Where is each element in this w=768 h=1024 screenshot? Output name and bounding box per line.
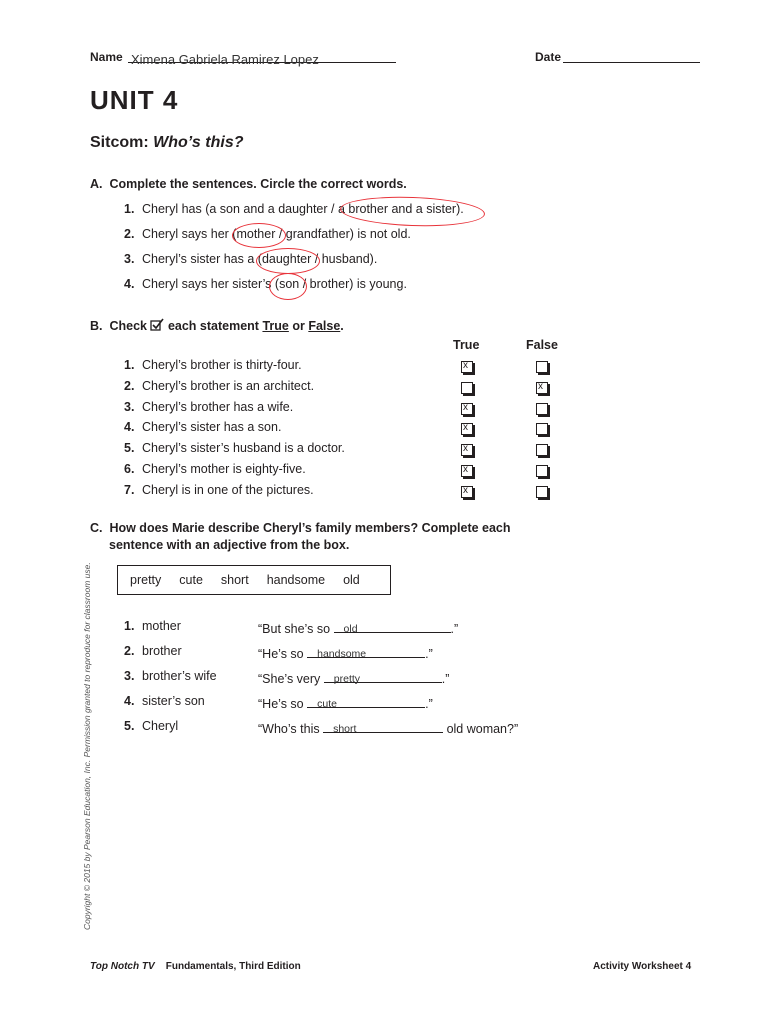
- family-member: [124, 669, 217, 683]
- check-mark: x: [463, 360, 468, 371]
- item-number: 3.: [124, 252, 135, 266]
- date-label: Date: [535, 50, 562, 64]
- quote-sentence: [258, 694, 433, 711]
- item-text: Cheryl’s sister’s husband is a doctor.: [142, 441, 345, 455]
- checkbox-false[interactable]: [536, 423, 548, 435]
- checkbox-true[interactable]: [461, 403, 473, 415]
- family-member: [124, 644, 182, 658]
- answer-blank[interactable]: [334, 619, 451, 633]
- item-text: Cheryl’s brother is thirty-four.: [142, 358, 302, 372]
- word-box-item: handsome: [266, 573, 326, 587]
- item-text: Cheryl has (a son and a daughter / a brother and a sister).: [142, 202, 464, 216]
- item-number: 4.: [124, 420, 135, 434]
- name-label: Name: [90, 50, 123, 64]
- footer-left: [90, 961, 301, 972]
- checkbox-true[interactable]: [461, 382, 473, 394]
- section-c-letter: C.: [90, 521, 103, 535]
- checkbox-true[interactable]: [461, 486, 473, 498]
- word-box-item: old: [343, 573, 360, 587]
- section-c-heading: [90, 521, 511, 535]
- item-number: 2.: [124, 644, 135, 658]
- answer-circle: [269, 273, 307, 300]
- check-mark: x: [463, 485, 468, 496]
- answer-text: cute: [317, 698, 337, 710]
- item-number: 4.: [124, 694, 135, 708]
- sitcom-title: Who’s this?: [153, 134, 244, 151]
- item-text: Cheryl is in one of the pictures.: [142, 483, 314, 497]
- word-box-item: pretty: [130, 573, 162, 587]
- quote-sentence: [258, 669, 449, 686]
- section-a-heading: [90, 177, 407, 191]
- item-number: 3.: [124, 400, 135, 414]
- item-number: 5.: [124, 441, 135, 455]
- footer-edition: Fundamentals, Third Edition: [165, 961, 301, 972]
- member-name: Cheryl: [142, 719, 179, 733]
- check-mark: x: [463, 464, 468, 475]
- section-b-text: each statement: [167, 319, 259, 333]
- section-b-heading: B. Check each statement True or False.: [90, 319, 344, 333]
- quote-end: .”: [441, 672, 450, 686]
- answer-circle: [340, 194, 486, 228]
- checkbox-check-icon: [150, 318, 164, 332]
- quote-end: .”: [425, 647, 433, 661]
- checkbox-false[interactable]: [536, 465, 548, 477]
- list-item: [124, 277, 407, 291]
- true-false-statement: [124, 441, 345, 455]
- list-item: [124, 252, 377, 266]
- answer-text: old: [343, 623, 358, 635]
- checkbox-false[interactable]: [536, 361, 548, 373]
- sitcom-heading: [90, 134, 244, 152]
- section-b-letter: B.: [90, 319, 103, 333]
- checkbox-false[interactable]: [536, 382, 548, 394]
- checkbox-false[interactable]: [536, 403, 548, 415]
- item-text: Cheryl’s sister has a son.: [142, 420, 282, 434]
- true-false-statement: [124, 400, 293, 414]
- checkbox-false[interactable]: [536, 486, 548, 498]
- answer-blank[interactable]: [324, 669, 442, 683]
- quote-sentence: [258, 719, 518, 736]
- answer-blank[interactable]: [323, 719, 443, 733]
- quote-start: “She’s very: [258, 672, 321, 686]
- member-name: brother: [142, 644, 182, 658]
- item-number: 1.: [124, 619, 135, 633]
- answer-circle: [256, 248, 320, 274]
- member-name: sister’s son: [142, 694, 205, 708]
- check-mark: x: [538, 381, 543, 392]
- family-member: [124, 619, 181, 633]
- copyright-notice: Copyright © 2015 by Pearson Education, Inc. Permission granted to reproduce for classroom use.: [82, 562, 92, 930]
- item-number: 3.: [124, 669, 135, 683]
- answer-text: handsome: [317, 648, 367, 660]
- check-mark: x: [463, 443, 468, 454]
- item-text: Cheryl says her sister’s (son / brother) is young.: [142, 277, 407, 291]
- item-number: 1.: [124, 202, 135, 216]
- section-c-text-line2: sentence with an adjective from the box.: [109, 538, 350, 552]
- true-false-statement: [124, 420, 281, 434]
- answer-blank[interactable]: [307, 694, 425, 708]
- quote-sentence: [258, 644, 433, 661]
- footer-series: Top Notch TV: [90, 961, 155, 972]
- answer-text: pretty: [333, 673, 361, 685]
- item-text: Cheryl’s brother has a wife.: [142, 400, 294, 414]
- checkbox-true[interactable]: [461, 444, 473, 456]
- section-a-text: Complete the sentences. Circle the correct words.: [109, 177, 407, 191]
- answer-blank[interactable]: [307, 644, 425, 658]
- name-value: Ximena Gabriela Ramirez Lopez: [131, 52, 319, 67]
- section-c-text-line1: How does Marie describe Cheryl’s family members? Complete each: [109, 521, 511, 535]
- word-box-item: short: [220, 573, 249, 587]
- quote-end: .”: [425, 697, 433, 711]
- answer-circle: [232, 223, 286, 248]
- member-name: mother: [142, 619, 181, 633]
- checkbox-false[interactable]: [536, 444, 548, 456]
- unit-title: UNIT 4: [90, 85, 179, 115]
- quote-sentence: [258, 619, 458, 636]
- item-text: Cheryl’s mother is eighty-five.: [142, 462, 306, 476]
- check-mark: x: [463, 402, 468, 413]
- item-number: 6.: [124, 462, 135, 476]
- section-b-or-word: or: [292, 319, 305, 333]
- section-b-false-word: False: [308, 319, 341, 333]
- item-number: 1.: [124, 358, 135, 372]
- item-text: Cheryl’s sister has a (daughter / husband).: [142, 252, 378, 266]
- true-false-statement: [124, 358, 302, 372]
- member-name: brother’s wife: [142, 669, 217, 683]
- check-mark: x: [463, 422, 468, 433]
- item-number: 2.: [124, 379, 135, 393]
- date-field[interactable]: [563, 48, 700, 63]
- sitcom-label: Sitcom:: [90, 134, 149, 151]
- quote-end: .”: [450, 622, 459, 636]
- item-number: 7.: [124, 483, 135, 497]
- item-number: 2.: [124, 227, 135, 241]
- section-b-check-word: Check: [109, 319, 147, 333]
- family-member: [124, 694, 205, 708]
- column-false-header: False: [526, 338, 558, 352]
- quote-start: “He’s so: [258, 697, 304, 711]
- quote-end: old woman?”: [446, 722, 519, 736]
- quote-start: “Who’s this: [258, 722, 320, 736]
- true-false-statement: [124, 483, 314, 497]
- word-box: [117, 565, 391, 595]
- word-box-item: cute: [179, 573, 203, 587]
- checkbox-true[interactable]: [461, 465, 473, 477]
- quote-start: “He’s so: [258, 647, 304, 661]
- section-b-true-word: True: [262, 319, 289, 333]
- quote-start: “But she’s so: [258, 622, 331, 636]
- true-false-statement: [124, 379, 314, 393]
- item-text: Cheryl says her (mother / grandfather) is not old.: [142, 227, 411, 241]
- family-member: [124, 719, 178, 733]
- column-true-header: True: [453, 338, 480, 352]
- footer-worksheet: Activity Worksheet 4: [593, 961, 692, 972]
- true-false-statement: [124, 462, 306, 476]
- item-number: 4.: [124, 277, 135, 291]
- section-a-letter: A.: [90, 177, 103, 191]
- item-number: 5.: [124, 719, 135, 733]
- checkbox-true[interactable]: [461, 361, 473, 373]
- checkbox-true[interactable]: [461, 423, 473, 435]
- item-text: Cheryl’s brother is an architect.: [142, 379, 315, 393]
- answer-text: short: [333, 723, 357, 735]
